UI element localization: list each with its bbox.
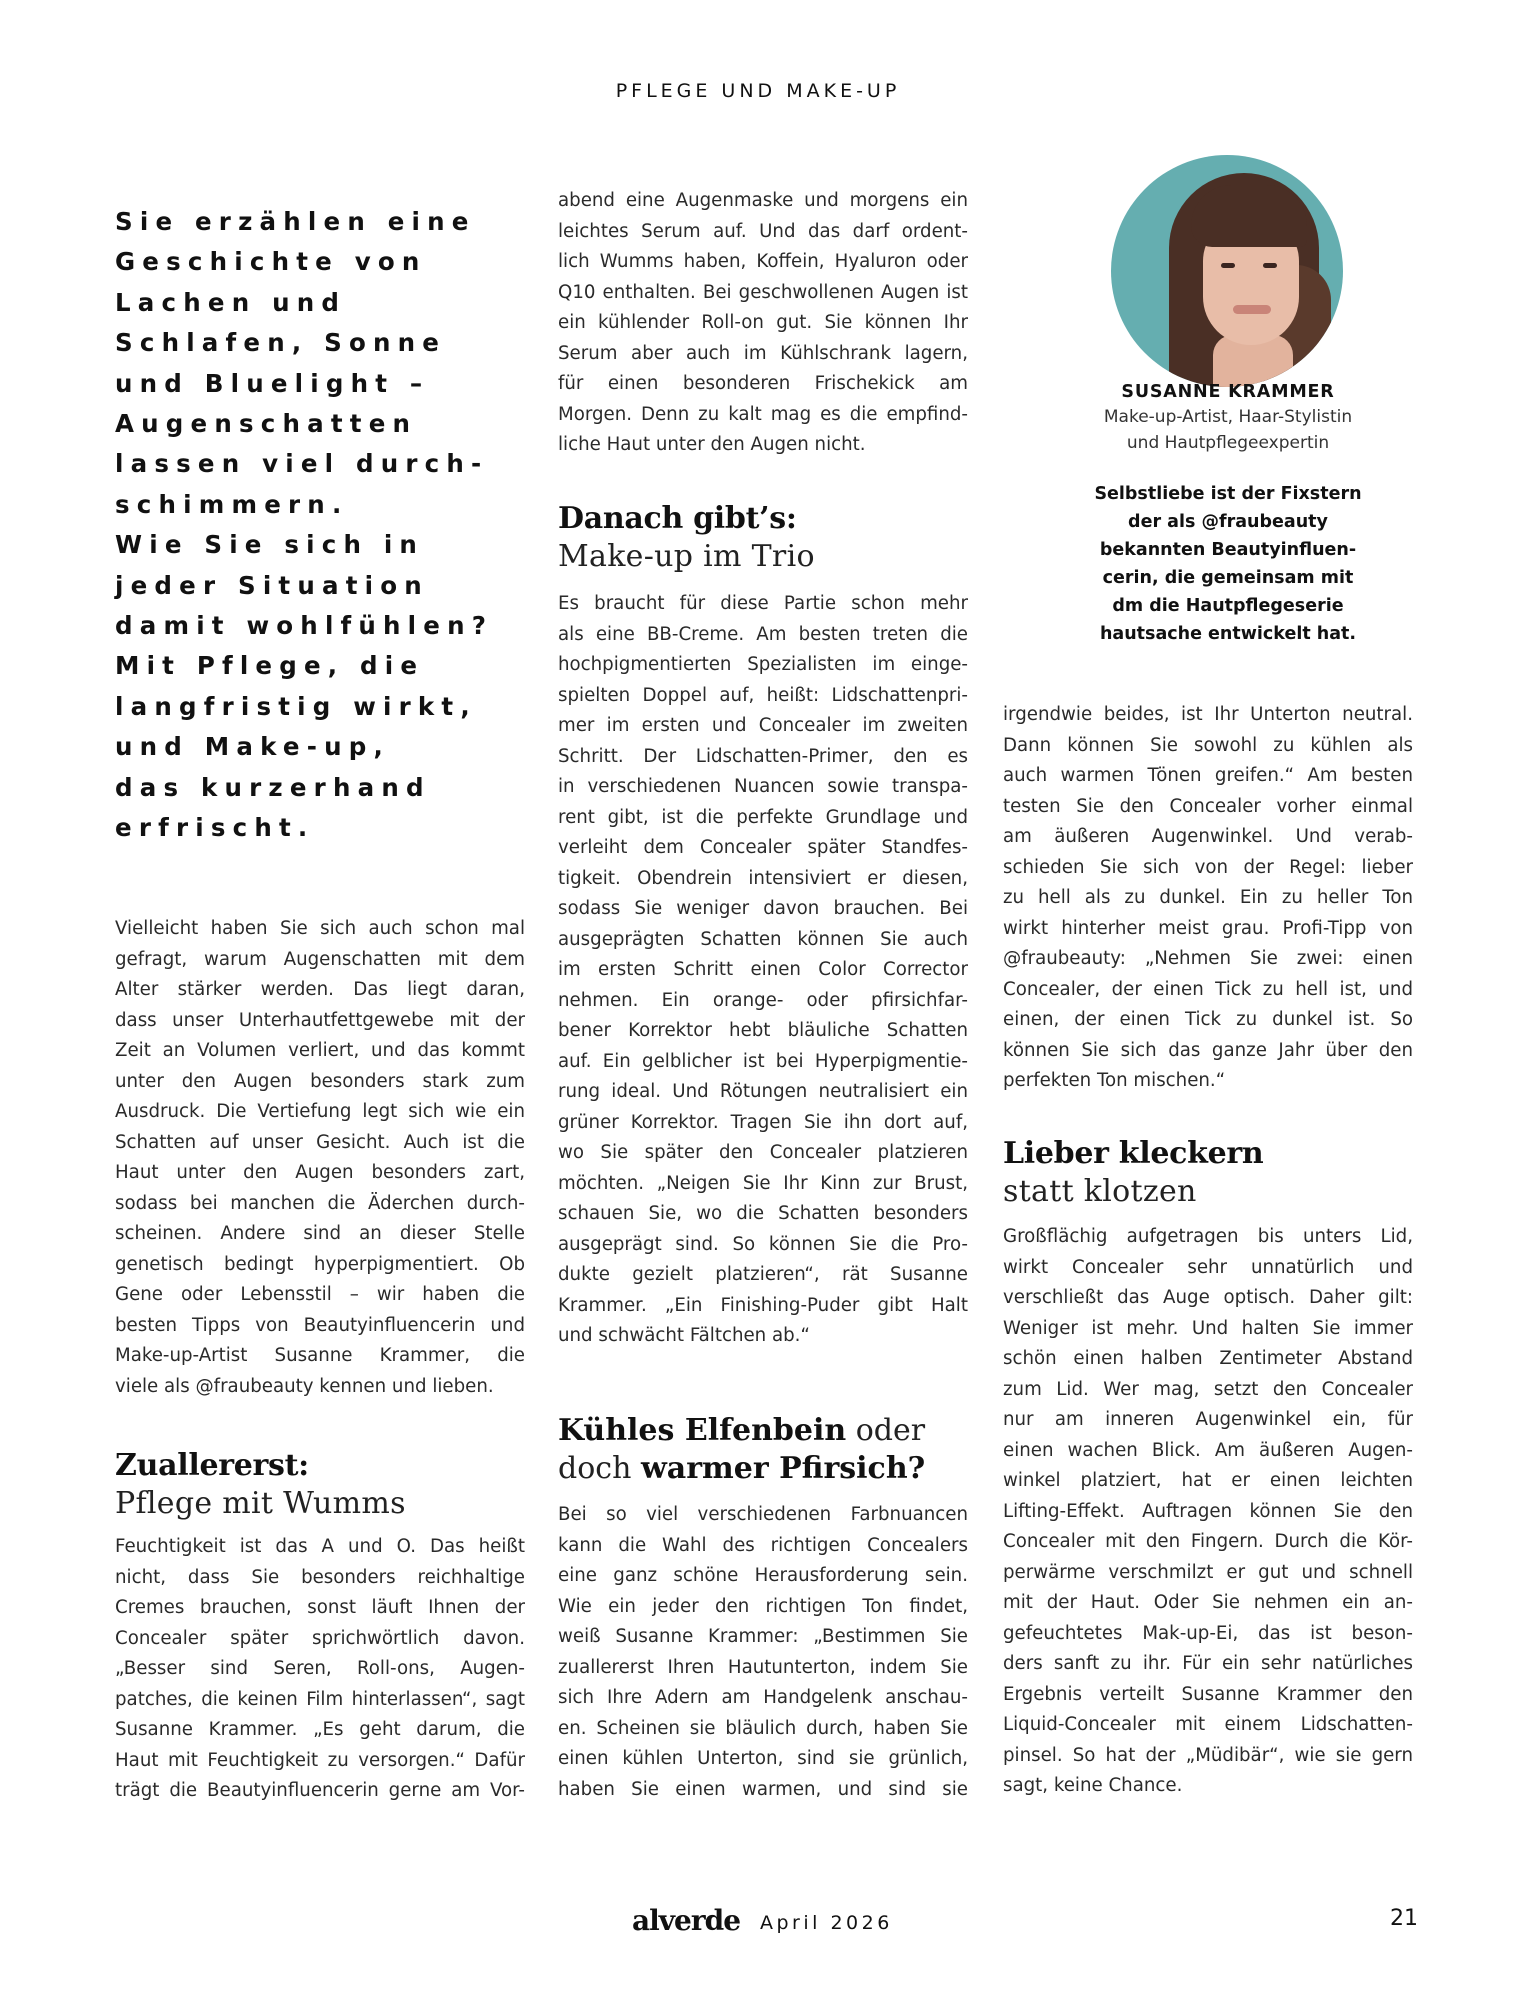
section-heading-makeup [558,500,968,576]
portrait-bangs [1191,185,1307,247]
text-line: bener Korrektor hebt bläuliche Schatten [558,1020,968,1041]
text-line: spielten Doppel auf, heißt: Lidschattenpri- [558,684,968,706]
text-line: Schritt. Der Lidschatten-Primer, den es [558,745,968,767]
text-line: scheinen. Andere sind an dieser Stelle [115,1223,525,1244]
section-heading-farbton [558,1412,968,1488]
expert-name: SUSANNE KRAMMER [1121,382,1335,402]
text-line: auch warmen Tönen greifen.“ Am besten [1003,765,1413,786]
heading-light: statt klotzen [1003,1174,1197,1209]
text-line: Lifting-Effekt. Auftragen können Sie den [1003,1500,1413,1522]
text-line: zuallererst Ihren Hautunterton, indem Sie [558,1656,968,1678]
text-line: @fraubeauty: „Nehmen Sie zwei: einen [1003,948,1413,969]
text-line: Bei so viel verschiedenen Farbnuancen [558,1504,968,1525]
page-number: 21 [1390,1906,1418,1931]
text-line: Haut unter den Augen besonders zart, [115,1162,525,1183]
text-line: weiß Susanne Krammer: „Bestimmen Sie [558,1626,968,1647]
section-heading-pflege [115,1447,525,1523]
text-line: Q10 enthalten. Bei geschwollenen Augen ist [558,281,968,303]
text-line: zu hell als zu dunkel. Ein zu heller Ton [1003,887,1413,908]
text-line: liche Haut unter den Augen nicht. [558,434,866,455]
text-line: pinsel. So hat der „Müdibär“, wie sie gern [1003,1744,1413,1766]
text-line: Concealer später sprichwörtlich davon. [115,1627,525,1649]
heading-bold: Danach gibt’s: [558,501,797,536]
text-line: ein kühlender Roll-on gut. Sie können Ihr [558,312,968,333]
lead-paragraph [115,202,535,849]
text-line: lich Wumms haben, Koffein, Hyaluron oder [558,251,968,272]
text-line: testen Sie den Concealer vorher einmal [1003,795,1413,817]
text-line: ausgeprägt sind. So können Sie die Pro- [558,1233,968,1255]
text-line: Serum aber auch im Kühlschrank lagern, [558,342,968,364]
text-line: nicht, dass Sie besonders reichhaltige [115,1566,525,1588]
brand-logo: alverde [632,1904,741,1937]
text-line: Concealer mit den Fingern. Durch die Kör- [1003,1531,1413,1552]
text-line: hochpigmentierten Spezialisten im einge- [558,654,968,675]
text-line: Ausdruck. Die Vertiefung legt sich wie ein [115,1101,525,1122]
heading-line-1: Kühles Elfenbein oder [558,1413,926,1448]
text-line: und Make-up, [115,732,390,762]
text-line: Schatten auf unser Gesicht. Auch ist die [115,1131,525,1153]
farbton-paragraph [558,1500,968,1805]
text-line: perwärme verschmilzt er gut und schnell [1003,1561,1413,1583]
text-line: irgendwie beides, ist Ihr Unterton neutral. [1003,704,1413,725]
text-line: damit wohlfühlen? [115,611,494,641]
text-line: Mit Pflege, die [115,651,425,681]
text-line: dukte gezielt platzieren“, rät Susanne [558,1264,968,1285]
intro-paragraph [115,914,525,1402]
portrait-eye [1221,263,1235,268]
text-line: leichtes Serum auf. Und das darf ordent- [558,220,968,242]
text-line: sich Ihre Adern am Handgelenk anschau- [558,1687,968,1708]
text-line: nur am inneren Augenwinkel ein, für [1003,1409,1413,1430]
text-line: Make-up-Artist, Haar-Stylistin [1103,407,1353,427]
text-line: eine ganz schöne Herausforderung sein. [558,1565,968,1586]
text-line: sagt, keine Chance. [1003,1775,1183,1796]
text-line: mit der Haut. Oder Sie nehmen ein an- [1003,1592,1413,1613]
text-line: Zeit an Volumen verliert, und das kommt [115,1040,525,1061]
text-line: Susanne Krammer. „Es geht darum, die [115,1719,525,1740]
text-line: Vielleicht haben Sie sich auch schon mal [115,918,525,939]
text-line: schön einen halben Zentimeter Abstand [1003,1348,1413,1369]
text-line: langfristig wirkt, [115,691,477,721]
pflege-paragraph-continued [558,186,968,461]
expert-bio [1003,480,1453,648]
heading-bold: Lieber kleckern [1003,1136,1264,1171]
text-line: wirkt Concealer sehr unnatürlich und [1003,1256,1413,1278]
text-line: nehmen. Ein orange- oder pfirsichfar- [558,989,968,1011]
text-line: bekannten Beautyinfluen- [1099,540,1357,560]
text-line: verschließt das Auge optisch. Daher gilt: [1003,1287,1413,1308]
expert-caption [1003,380,1453,648]
text-line: Wie ein jeder den richtigen Ton findet, [558,1595,968,1617]
text-line: schieden Sie sich von der Regel: lieber [1003,856,1413,878]
issue-date: April 2026 [760,1912,893,1934]
text-line: lassen viel durch- [115,449,489,479]
text-line: rent gibt, ist die perfekte Grundlage und [558,806,968,828]
text-line: einen kühlen Unterton, sind sie grünlich, [558,1748,968,1769]
heading-light: Make-up im Trio [558,539,815,574]
text-line: schimmern. [115,489,349,519]
text-line: der als @fraubeauty [1128,512,1328,532]
portrait-lips [1233,305,1271,314]
expert-role [1003,404,1453,456]
text-line: grüner Korrektor. Tragen Sie ihn dort auf, [558,1111,968,1133]
text-line: rung ideal. Und Rötungen neutralisiert ein [558,1081,968,1102]
text-line: gefragt, warum Augenschatten mit dem [115,948,525,970]
text-line: besten Tipps von Beautyinfluencerin und [115,1314,525,1336]
text-line: dm die Hautpflegeserie [1112,596,1344,616]
text-line: kann die Wahl des richtigen Concealers [558,1534,968,1556]
text-line: sodass bei manchen die Äderchen durch- [115,1192,525,1214]
text-line: Haut mit Feuchtigkeit zu versorgen.“ Dafür [115,1749,525,1771]
text-line: für einen besonderen Frischekick am [558,373,968,394]
text-line: am äußeren Augenwinkel. Und verab- [1003,826,1413,847]
farbton-paragraph-continued [1003,700,1413,1097]
text-line: als eine BB-Creme. Am besten treten die [558,623,968,645]
text-line: wo Sie später den Concealer platzieren [558,1142,968,1163]
text-line: trägt die Beautyinfluencerin gerne am Vor- [115,1780,525,1801]
text-line: auf. Ein gelblicher ist bei Hyperpigmentie- [558,1050,968,1072]
heading-light: Pflege mit Wumms [115,1486,406,1521]
text-line: Make-up-Artist Susanne Krammer, die [115,1345,525,1366]
text-line: Concealer, der einen Tick zu hell ist, und [1003,978,1413,1000]
text-line: Feuchtigkeit ist das A und O. Das heißt [115,1536,525,1557]
text-line: Lachen und [115,287,347,317]
text-line: sodass Sie weniger davon brauchen. Bei [558,898,968,919]
text-line: Geschichte von [115,247,427,277]
text-line: können Sie sich das ganze Jahr über den [1003,1039,1413,1061]
text-line: haben Sie einen warmen, und sind sie [558,1778,968,1800]
text-line: Schlafen, Sonne [115,328,447,358]
text-line: viele als @fraubeauty kennen und lieben. [115,1375,494,1397]
text-line: ders sanft zu ihr. Für ein sehr natürliches [1003,1653,1413,1674]
text-line: winkel platziert, hat er einen leichten [1003,1470,1413,1491]
text-line: Gene oder Lebensstil – wir haben die [115,1284,525,1305]
text-line: einen, der einen Tick zu dunkel ist. So [1003,1009,1413,1030]
text-line: Krammer. „Ein Finishing-Puder gibt Halt [558,1294,968,1316]
text-line: Liquid-Concealer mit einem Lidschatten- [1003,1714,1413,1735]
section-running-head: PFLEGE UND MAKE-UP [615,80,901,102]
text-line: gefeuchtetes Mak-up-Ei, das ist beson- [1003,1622,1413,1644]
text-line: hautsache entwickelt hat. [1099,624,1357,644]
text-line: dass unser Unterhautfettgewebe mit der [115,1009,525,1031]
text-line: Ergebnis verteilt Susanne Krammer den [1003,1683,1413,1705]
heading-line-2: doch warmer Pfirsich? [558,1451,926,1486]
text-line: perfekten Ton mischen.“ [1003,1070,1226,1091]
text-line: verleiht dem Concealer später Standfes- [558,837,968,858]
text-line: Augenschatten [115,409,418,439]
text-line: genetisch bedingt hyperpigmentiert. Ob [115,1253,525,1275]
makeup-paragraph [558,589,968,1352]
text-line: in verschiedenen Nuancen sowie transpa- [558,776,968,797]
text-line: en. Scheinen sie bläulich durch, haben Sie [558,1717,968,1739]
text-line: mer im ersten und Concealer im zweiten [558,715,968,736]
text-line: jeder Situation [115,570,429,600]
text-line: und Bluelight – [115,368,430,398]
text-line: Selbstliebe ist der Fixstern [1094,484,1362,504]
text-line: patches, die keinen Film hinterlassen“, sagt [115,1688,525,1710]
text-line: Wie Sie sich in [115,530,425,560]
text-line: zum Lid. Wer mag, setzt den Concealer [1003,1378,1413,1400]
text-line: erfrischt. [115,813,315,843]
text-line: wirkt hinterher meist grau. Profi-Tipp von [1003,917,1413,939]
text-line: das kurzerhand [115,772,431,802]
text-line: einen wachen Blick. Am äußeren Augen- [1003,1439,1413,1461]
text-line: Es braucht für diese Partie schon mehr [558,593,968,614]
text-line: abend eine Augenmaske und morgens ein [558,190,968,211]
text-line: Alter stärker werden. Das liegt daran, [115,979,525,1000]
text-line: Sie erzählen eine [115,207,476,236]
text-line: „Besser sind Seren, Roll-ons, Augen- [115,1658,525,1679]
text-line: schauen Sie, wo die Schatten besonders [558,1203,968,1224]
text-line: möchten. „Neigen Sie Ihr Kinn zur Brust, [558,1172,968,1194]
text-line: im ersten Schritt einen Color Corrector [558,959,968,980]
pflege-paragraph [115,1532,525,1807]
text-line: Großflächig aufgetragen bis unters Lid, [1003,1226,1413,1247]
text-line: Morgen. Denn zu kalt mag es die empfind- [558,403,968,425]
text-line: und Hautpflegeexpertin [1126,433,1330,453]
text-line: Cremes brauchen, sonst läuft Ihnen der [115,1597,525,1618]
text-line: Dann können Sie sowohl zu kühlen als [1003,734,1413,756]
text-line: tigkeit. Obendrein intensiviert er diesen, [558,867,968,889]
heading-bold: Zuallererst: [115,1448,309,1483]
text-line: ausgeprägten Schatten können Sie auch [558,928,968,950]
text-line: Weniger ist mehr. Und halten Sie immer [1003,1317,1413,1339]
text-line: unter den Augen besonders stark zum [115,1070,525,1092]
expert-portrait [1111,155,1343,387]
text-line: und schwächt Fältchen ab.“ [558,1325,810,1346]
text-line: cerin, die gemeinsam mit [1102,568,1354,588]
section-heading-kleckern [1003,1135,1413,1211]
kleckern-paragraph [1003,1222,1413,1802]
portrait-eye [1263,263,1277,268]
